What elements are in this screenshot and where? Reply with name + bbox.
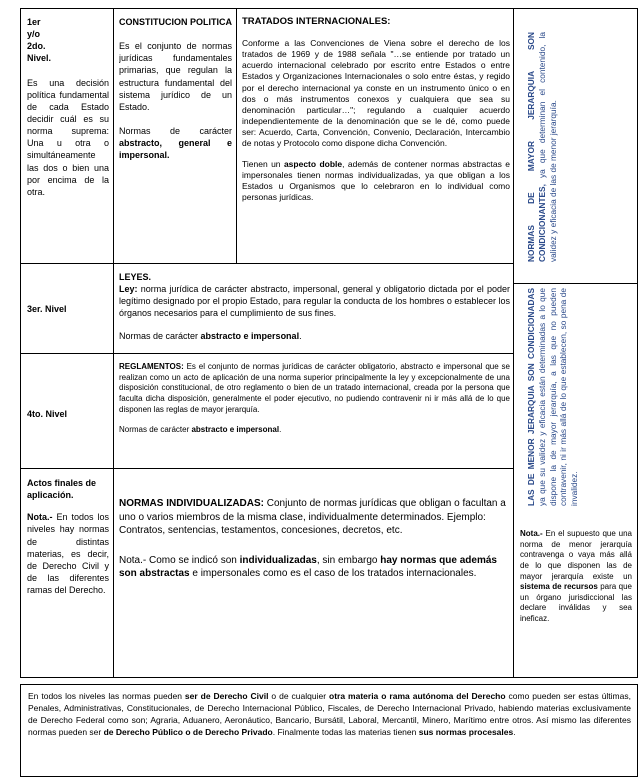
actos-title: Actos finales de aplicación. — [27, 478, 97, 501]
individualizadas-cell — [119, 497, 510, 667]
row-divider-3 — [20, 468, 514, 469]
constitucion-title: CONSTITUCION POLITICA — [119, 17, 232, 27]
footer-text: En todos los niveles las normas pueden ser de Derecho Civil o de cualquier otra materia o rama autónoma del Derecho como pueden ser estas últimas, Penales, Administrativas, Constitucionales, de Derecho Internacional Público, Fiscales, de Derecho Internacional Privado, habiendo materias exclusivamente de Derecho Federal como son; Agraria, Aduanero, Aeronáutico, Bancario, Bursátil, Laboral, Mercantil, Minero, Marítimo entre otros. Así mismo las diferentes normas pueden ser de Derecho Público o de Derecho Privado. Finalmente todas las materias tienen sus normas procesales. — [28, 691, 631, 737]
individualizadas-definition: NORMAS INDIVIDUALIZADAS: Conjunto de normas jurídicas que obligan o facultan a uno o varios miembros de la misma clase, individualmente determinados. Ejemplo: Contratos, sentencias, testamentos, concesiones, decretos, etc. — [119, 498, 506, 536]
actos-note-text: En todos los niveles hay normas de distintas materias, es decir, de Derecho Civil y de las diferentes ramas del Derecho. — [27, 512, 109, 596]
reglamentos-cell — [119, 362, 510, 466]
row-divider-1 — [20, 263, 514, 264]
tratados-cell — [242, 16, 510, 260]
actos-note-label: Nota.- — [27, 512, 53, 523]
condicionadas-note: LAS DE MENOR JERARQUIA SON CONDICIONADAS ya que su validez y eficacia están determinadas a lo que dispone la de mayor jerarquía, a las que no pueden contravenir, ni ir más allá de lo que establecen, so pena de invalidez. — [526, 288, 580, 506]
right-divider — [513, 283, 638, 284]
constitucion-definition: Es el conjunto de normas jurídicas fundamentales primarias, que regulan la estructura fundamental del sistema jurídico de un Estado. — [119, 41, 232, 112]
condicionantes-note: NORMAS DE MAYOR JERARQUIA SON CONDICIONANTES, ya que determinan el contenido, la validez y eficacia de las de menor jerarquía. — [526, 32, 558, 262]
level-1-2-label: 1er y/o 2do. Nivel. — [27, 17, 52, 64]
tratados-definition: Conforme a las Convenciones de Viena sobre el derecho de los tratados de 1969 y de 1988 señala "…se entiende por tratado un acuerdo internacional celebrado por escrito entre Estados o entre Estados y Organizaciones Internacionales o solo entre éstas, y regido por el derecho internacional ya conste en un instrumento único o en dos o más instrumentos conexos y cualquiera que sea su denominación particular…"; regulando a cualquier acuerdo independientemente de la denominación que se le dé, como puede ser: Acuerdo, Carta, Convención, Convenio, Declaración, Intercambio de notas y Protocolo como dispone dicha Convención. — [242, 38, 510, 148]
col-divider-1 — [113, 8, 114, 678]
level-4-label: 4to. Nivel — [27, 409, 68, 419]
level-1-2-description: Es una decisión política fundamental de cada Estado decidir cuál es su norma suprema: Una u otra o simultáneamente las dos o bien una por encima de la otra. — [27, 77, 109, 197]
level-1-2-cell — [27, 16, 109, 260]
constitucion-character: Normas de carácter abstracto, general e impersonal. — [119, 125, 232, 161]
leyes-character: Normas de carácter abstracto e impersonal. — [119, 330, 302, 341]
col-divider-2 — [236, 8, 237, 263]
leyes-title: LEYES. — [119, 272, 152, 282]
tratados-title: TRATADOS INTERNACIONALES: — [242, 16, 391, 27]
reglamentos-definition: REGLAMENTOS: Es el conjunto de normas jurídicas de carácter obligatorio, abstracto e impersonal que se realizan como un acto de aplicación de una norma superior principalmente la ley y excepcionalmente de una disposición constitucional, de otro reglamento o bien de un tratado internacional, creada por la persona que faculta dicha disposición, generalmente el poder ejecutivo, no pudiendo contravenir ni ir más allá de lo que disponen las reglas de mayor jerarquía. — [119, 362, 510, 414]
col-divider-3 — [513, 8, 514, 678]
leyes-cell — [119, 271, 510, 351]
constitucion-cell — [119, 16, 232, 260]
leyes-definition: Ley: norma jurídica de carácter abstracto, impersonal, general y obligatorio dictada por el poder legítimo designado por el propio Estado, para regular la conducta de los hombres o establecer los órganos necesarios para el cumplimiento de sus fines. — [119, 284, 510, 319]
reglamentos-character: Normas de carácter abstracto e impersonal. — [119, 425, 282, 435]
tratados-aspect: Tienen un aspecto doble, además de contener normas abstractas e impersonales tienen normas individualizadas, ya que obligan a los Estados u Organismos que lo celebraron en lo individual como personas jurídicas. — [242, 158, 510, 202]
individualizadas-note: Nota.- Como se indicó son individualizadas, sin embargo hay normas que además son abstractas e impersonales como es el caso de los tratados internacionales. — [119, 554, 497, 579]
recursos-note: Nota.- En el supuesto que una norma de menor jerarquía contravenga o vaya más allá de lo que disponen las de mayor jerarquía existe un sistema de recursos para que un órgano jurisdiccional las declare inválidas y sea ineficaz. — [520, 529, 632, 623]
level-3-label: 3er. Nivel — [27, 304, 67, 314]
row-divider-2 — [20, 353, 514, 354]
actos-note — [27, 511, 109, 596]
actos-cell — [27, 477, 109, 675]
